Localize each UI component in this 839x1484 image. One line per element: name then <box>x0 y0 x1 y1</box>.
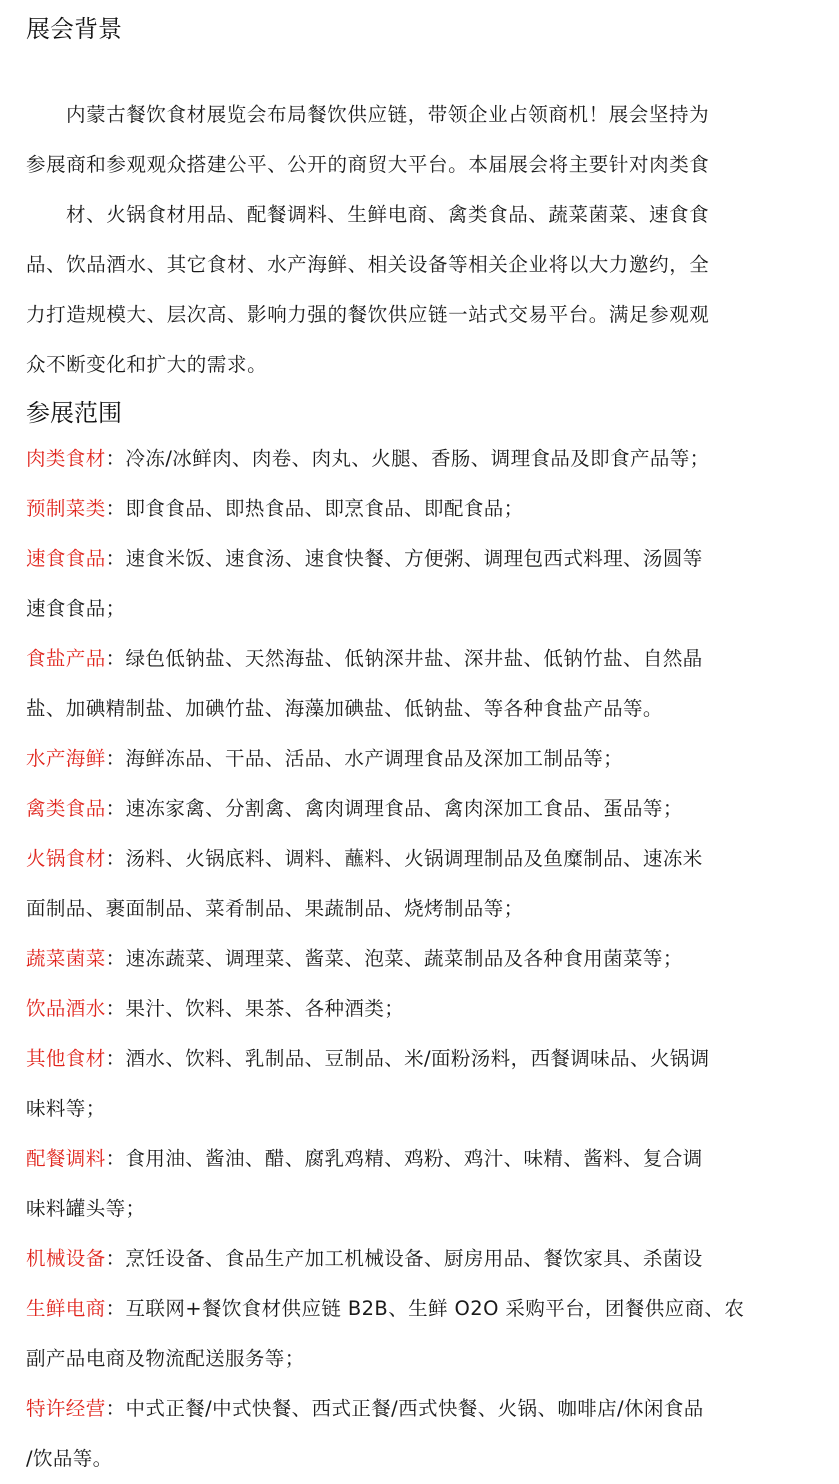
scope-item-line <box>26 634 788 684</box>
scope-item <box>26 734 788 784</box>
section-title-background: 展会背景 <box>26 15 122 43</box>
scope-item-line <box>26 534 788 584</box>
scope-item-separator: ： <box>105 497 126 520</box>
scope-item-line <box>26 1034 788 1084</box>
scope-item-label: 速食食品 <box>26 547 106 570</box>
scope-item-line <box>26 1184 788 1234</box>
intro-line: 参展商和参观观众搭建公平、公开的商贸大平台。本届展会将主要针对肉类食 <box>26 153 710 176</box>
scope-item-separator: ： <box>105 797 126 820</box>
intro-line: 内蒙古餐饮食材展览会布局餐饮供应链，带领企业占领商机！展会坚持为 <box>66 103 710 126</box>
scope-item-line <box>26 484 788 534</box>
scope-item-line <box>26 834 788 884</box>
scope-item-label: 生鲜电商 <box>26 1297 106 1320</box>
scope-item-content: /饮品等。 <box>26 1447 113 1470</box>
scope-item-line <box>26 1384 788 1434</box>
scope-item-content: 食用油、酱油、醋、腐乳鸡精、鸡粉、鸡汁、味精、酱料、复合调 <box>125 1147 703 1170</box>
scope-item <box>26 934 788 984</box>
scope-item-separator: ： <box>105 1247 126 1270</box>
scope-item-line <box>26 1234 788 1284</box>
scope-item-label: 禽类食品 <box>26 797 106 820</box>
scope-item-content: 汤料、火锅底料、调料、蘸料、火锅调理制品及鱼糜制品、速冻米 <box>125 847 703 870</box>
scope-item-line <box>26 584 788 634</box>
document-page <box>26 0 788 1484</box>
intro-paragraph <box>26 90 788 390</box>
scope-item-line <box>26 1334 788 1384</box>
scope-item-line <box>26 684 788 734</box>
scope-item-line <box>26 434 788 484</box>
scope-item-content: 味料等； <box>26 1097 106 1120</box>
scope-item-content: 即食食品、即热食品、即烹食品、即配食品； <box>125 497 524 520</box>
scope-item-label: 肉类食材 <box>26 447 106 470</box>
scope-item-separator: ： <box>105 547 126 570</box>
scope-item-label: 饮品酒水 <box>26 997 106 1020</box>
intro-line: 众不断变化和扩大的需求。 <box>26 353 268 376</box>
scope-item-separator: ： <box>105 647 126 670</box>
scope-item-content: 速冻蔬菜、调理菜、酱菜、泡菜、蔬菜制品及各种食用菌菜等； <box>125 947 683 970</box>
scope-item-content: 速食米饭、速食汤、速食快餐、方便粥、调理包西式料理、汤圆等 <box>125 547 703 570</box>
scope-item-line <box>26 1084 788 1134</box>
scope-item-content: 互联网+餐饮食材供应链 B2B、生鲜 O2O 采购平台，团餐供应商、农 <box>125 1297 745 1320</box>
scope-item-line <box>26 1134 788 1184</box>
scope-item-separator: ： <box>105 747 126 770</box>
scope-item-label: 蔬菜菌菜 <box>26 947 106 970</box>
scope-item-label: 配餐调料 <box>26 1147 106 1170</box>
scope-item <box>26 434 788 484</box>
intro-line: 材、火锅食材用品、配餐调料、生鲜电商、禽类食品、蔬菜菌菜、速食食 <box>66 203 710 226</box>
scope-item-line <box>26 984 788 1034</box>
scope-item <box>26 1384 788 1484</box>
scope-item-label: 食盐产品 <box>26 647 106 670</box>
scope-item-separator: ： <box>105 1397 126 1420</box>
scope-list <box>26 434 788 1484</box>
scope-item-content: 盐、加碘精制盐、加碘竹盐、海藻加碘盐、低钠盐、等各种食盐产品等。 <box>26 697 663 720</box>
scope-item-content: 果汁、饮料、果茶、各种酒类； <box>125 997 405 1020</box>
scope-item <box>26 634 788 734</box>
scope-item <box>26 1134 788 1234</box>
scope-item-label: 机械设备 <box>26 1247 106 1270</box>
scope-item-content: 中式正餐/中式快餐、西式正餐/西式快餐、火锅、咖啡店/休闲食品 <box>125 1397 704 1420</box>
scope-item <box>26 484 788 534</box>
scope-item-separator: ： <box>105 947 126 970</box>
scope-item-content: 副产品电商及物流配送服务等； <box>26 1347 305 1370</box>
scope-item-content: 绿色低钠盐、天然海盐、低钠深井盐、深井盐、低钠竹盐、自然晶 <box>125 647 703 670</box>
intro-line: 品、饮品酒水、其它食材、水产海鲜、相关设备等相关企业将以大力邀约，全 <box>26 253 710 276</box>
scope-item-content: 速食食品； <box>26 597 126 620</box>
intro-line: 力打造规模大、层次高、影响力强的餐饮供应链一站式交易平台。满足参观观 <box>26 303 710 326</box>
scope-item-separator: ： <box>105 1047 126 1070</box>
scope-item <box>26 784 788 834</box>
scope-item-content: 速冻家禽、分割禽、禽肉调理食品、禽肉深加工食品、蛋品等； <box>125 797 683 820</box>
scope-item-content: 味料罐头等； <box>26 1197 146 1220</box>
scope-item <box>26 1034 788 1134</box>
section-title-scope: 参展范围 <box>26 399 122 427</box>
scope-item-line <box>26 884 788 934</box>
scope-item-label: 火锅食材 <box>26 847 106 870</box>
scope-item-line <box>26 734 788 784</box>
scope-item-separator: ： <box>105 997 126 1020</box>
scope-item-label: 特许经营 <box>26 1397 106 1420</box>
scope-item-separator: ： <box>105 1297 126 1320</box>
scope-item-line <box>26 1284 788 1334</box>
scope-item-content: 烹饪设备、食品生产加工机械设备、厨房用品、餐饮家具、杀菌设 <box>125 1247 703 1270</box>
scope-item-content: 面制品、裹面制品、菜肴制品、果蔬制品、烧烤制品等； <box>26 897 524 920</box>
scope-item <box>26 1284 788 1384</box>
scope-item-separator: ： <box>105 447 126 470</box>
scope-item-line <box>26 934 788 984</box>
scope-item-label: 预制菜类 <box>26 497 106 520</box>
scope-item-line <box>26 1434 788 1484</box>
scope-item <box>26 834 788 934</box>
scope-item-label: 其他食材 <box>26 1047 106 1070</box>
scope-item-content: 冷冻/冰鲜肉、肉卷、肉丸、火腿、香肠、调理食品及即食产品等； <box>125 447 710 470</box>
scope-item-separator: ： <box>105 1147 126 1170</box>
scope-item <box>26 534 788 634</box>
scope-item-content: 酒水、饮料、乳制品、豆制品、米/面粉汤料，西餐调味品、火锅调 <box>125 1047 710 1070</box>
scope-item-line <box>26 784 788 834</box>
scope-item-content: 海鲜冻品、干品、活品、水产调理食品及深加工制品等； <box>125 747 624 770</box>
scope-item-label: 水产海鲜 <box>26 747 106 770</box>
scope-item-separator: ： <box>105 847 126 870</box>
scope-item <box>26 1234 788 1284</box>
scope-item <box>26 984 788 1034</box>
